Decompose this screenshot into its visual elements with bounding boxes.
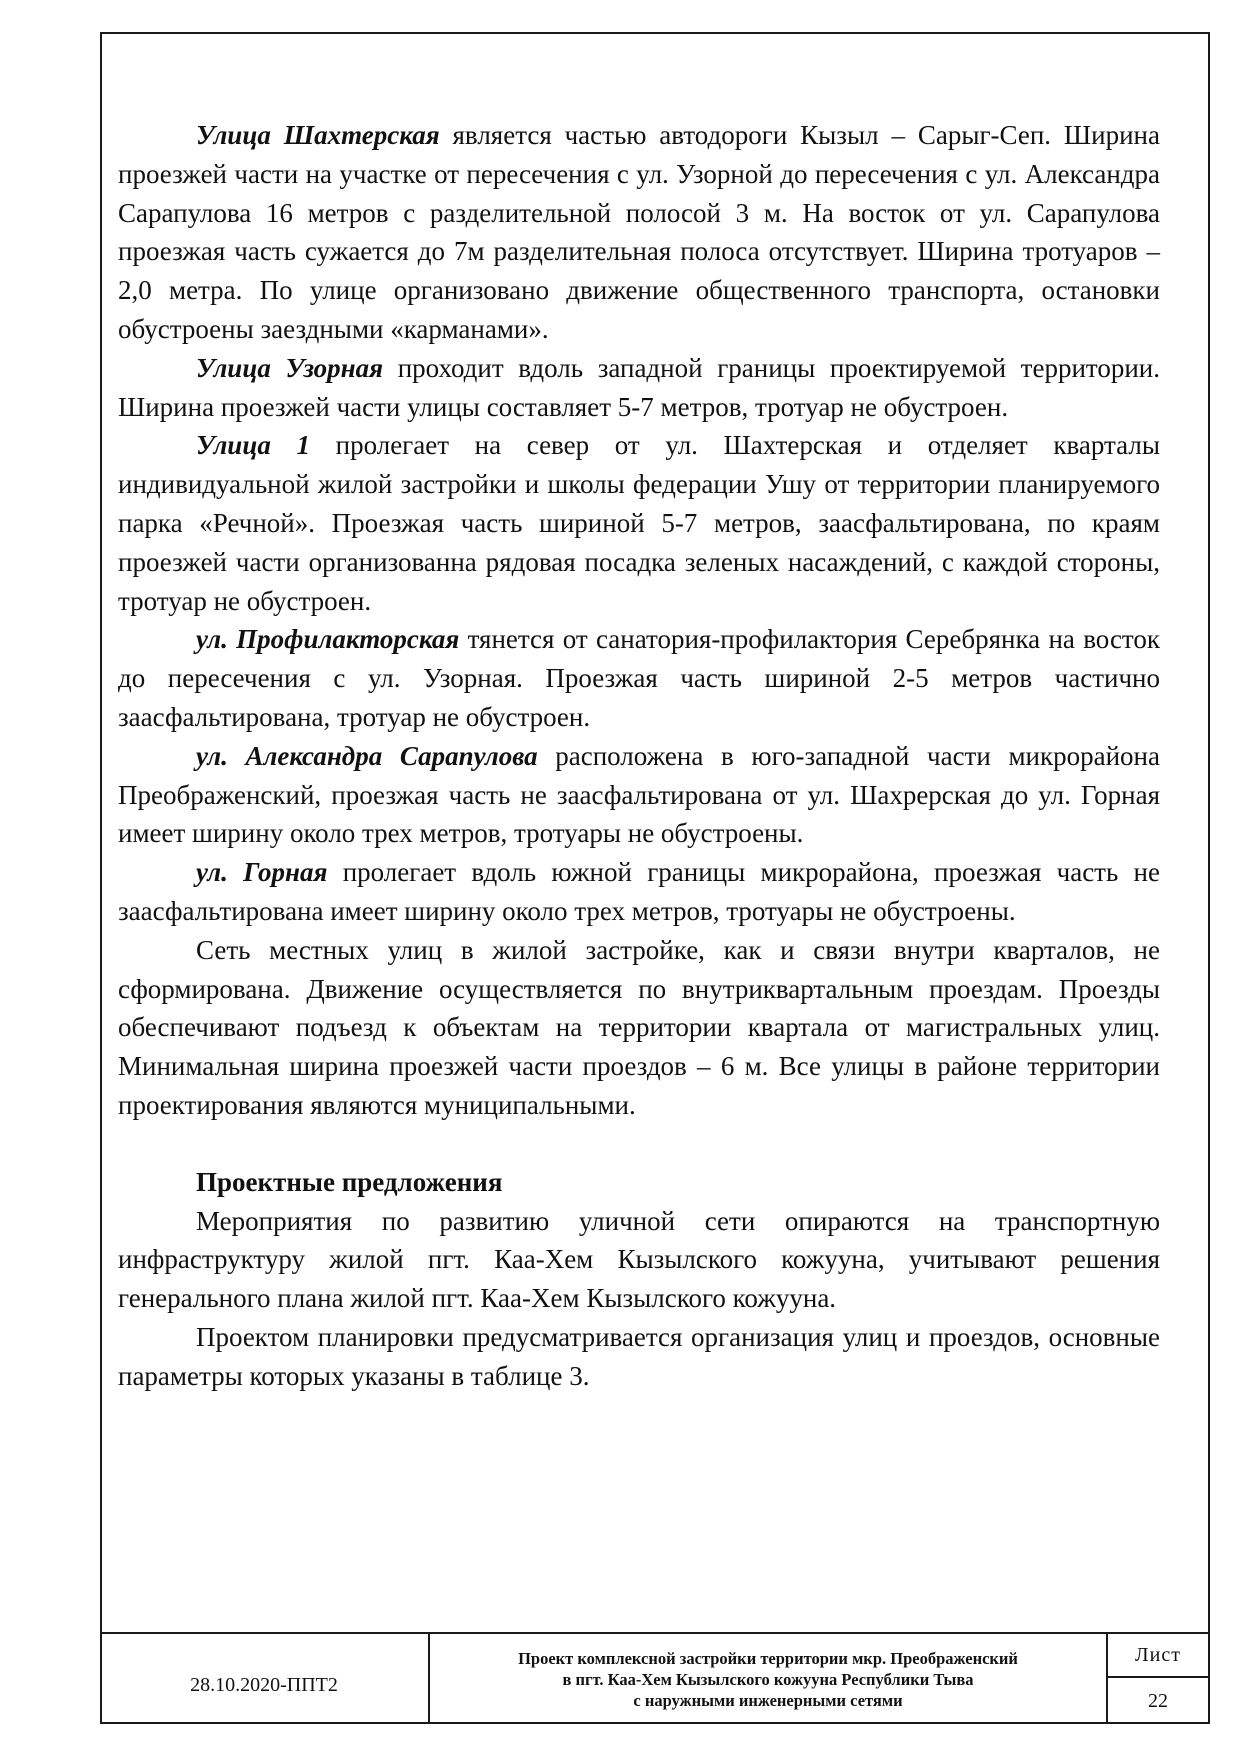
paragraph-shakhterskaya bbox=[118, 116, 1160, 349]
paragraph-text: тянется от санатория-профилактория Серебрянка на восток до пересечения с ул. Узорная. Проезжая часть шириной 2-5 метров частично заасфальтирована, тротуар не обустроен. bbox=[118, 624, 1160, 732]
project-title-line: с наружными инженерными сетями bbox=[633, 1690, 903, 1710]
paragraph-text: Проектом планировки предусматривается организация улиц и проездов, основные параметры которых указаны в таблице 3. bbox=[118, 1321, 1160, 1391]
paragraph-street-1 bbox=[118, 426, 1160, 620]
paragraph-text: расположена в юго-западной части микрорайона Преображенский, проезжая часть не заасфальтирована от ул. Шахрерская до ул. Горная имеет ширину около трех метров, тротуары не обустроены. bbox=[118, 740, 1160, 849]
paragraph-text: Сеть местных улиц в жилой застройке, как и связи внутри кварталов, не сформирована. Движение осуществляется по внутриквартальным проездам. Проезды обеспечивают подъезд к объектам на территории квартала от магистральных улиц. Минимальная ширина проезжей части проездов – 6 м. Все улицы в районе территории проектирования являются муниципальными. bbox=[118, 934, 1160, 1120]
paragraph-lead: Улица Узорная bbox=[196, 352, 384, 383]
paragraph-text: является частью автодороги Кызыл – Сарыг-Сеп. Ширина проезжей части на участке от пересечения с ул. Узорной до пересечения с ул. Александра Сарапулова 16 метров с разделительной полосой 3 м. На восток от ул. Сарапулова проезжая часть сужается до 7м разделительная полоса отсутствует. Ширина тротуаров – 2,0 метра. По улице организовано движение общественного транспорта, остановки обустроены заездными «карманами». bbox=[118, 120, 1160, 344]
paragraph-profilaktorskaya bbox=[118, 620, 1160, 736]
paragraph-proposals bbox=[118, 1202, 1160, 1318]
paragraph-sarapulova bbox=[118, 737, 1160, 853]
document-body bbox=[118, 116, 1160, 1396]
paragraph-text: проходит вдоль западной границы проектируемой территории. Ширина проезжей части улицы составляет 5-7 метров, тротуар не обустроен. bbox=[118, 352, 1160, 422]
project-title bbox=[430, 1634, 1108, 1724]
sheet-number: 22 bbox=[1148, 1689, 1168, 1712]
paragraph-gornaya bbox=[118, 853, 1160, 931]
paragraph-uzornaya bbox=[118, 349, 1160, 427]
paragraph-text: пролегает вдоль южной границы микрорайона, проезжая часть не заасфальтирована имеет ширину около трех метров, тротуары не обустроены. bbox=[118, 857, 1160, 926]
paragraph-text: Мероприятия по развитию уличной сети опираются на транспортную инфраструктуру жилой пгт. Каа-Хем Кызылского кожууна, учитывают решения генерального плана жилой пгт. Каа-Хем Кызылского кожууна. bbox=[118, 1205, 1160, 1314]
paragraph-lead: Улица 1 bbox=[196, 430, 310, 461]
paragraph-planning bbox=[118, 1318, 1160, 1396]
section-heading: Проектные предложения bbox=[196, 1166, 503, 1197]
paragraph-lead: ул. Профилакторская bbox=[196, 624, 460, 655]
project-title-line: в пгт. Каа-Хем Кызылского кожууна Республики Тыва bbox=[562, 1669, 974, 1689]
sheet-label: Лист bbox=[1108, 1634, 1208, 1678]
title-block bbox=[100, 1632, 1210, 1724]
paragraph-lead: ул. Александра Сарапулова bbox=[196, 740, 538, 771]
paragraph-lead: ул. Горная bbox=[196, 857, 328, 888]
spacer bbox=[118, 1125, 1160, 1163]
document-code: 28.10.2020-ППТ2 bbox=[100, 1634, 430, 1724]
paragraph-text: пролегает на север от ул. Шахтерская и отделяет кварталы индивидуальной жилой застройки и школы федерации Ушу от территории планируемого парка «Речной». Проезжая часть шириной 5-7 метров, заасфальтирована, по краям проезжей части организованна рядовая посадка зеленых насаждений, с каждой стороны, тротуар не обустроен. bbox=[118, 430, 1160, 616]
paragraph-lead: Улица Шахтерская bbox=[196, 120, 440, 150]
paragraph-local-streets bbox=[118, 931, 1160, 1125]
project-title-line: Проект комплексной застройки территории мкр. Преображенский bbox=[518, 1648, 1018, 1668]
